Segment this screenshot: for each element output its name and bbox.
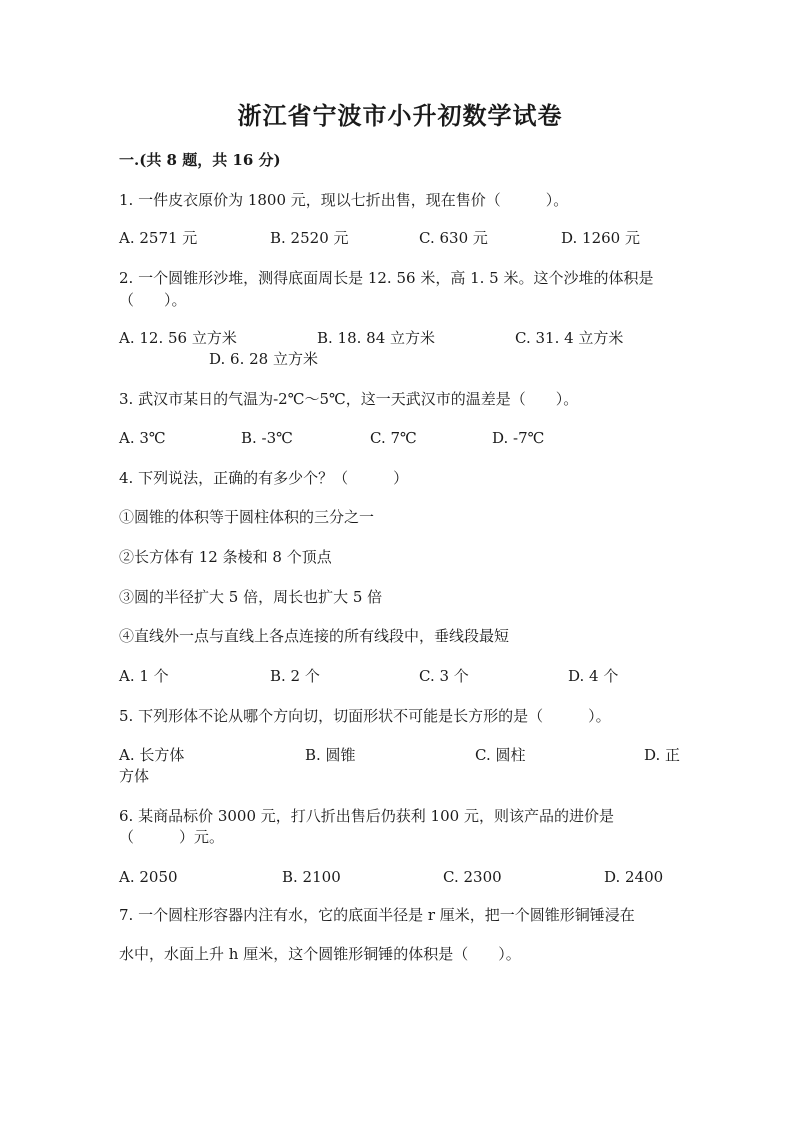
question-3-options — [119, 428, 689, 448]
statement-3: ③圆的半径扩大 5 倍，周长也扩大 5 倍 — [119, 588, 383, 606]
option-a: A. 3℃ — [119, 429, 166, 447]
option-d: D. 正 — [644, 746, 681, 764]
question-2-stem: 2. 一个圆锥形沙堆，测得底面周长是 12. 56 米，高 1. 5 米。这个沙堆的体积是 — [119, 269, 654, 287]
question-2-stem-cont: （ ）。 — [119, 291, 187, 309]
question-5-stem: 5. 下列形体不论从哪个方向切，切面形状不可能是长方形的是（ ）。 — [119, 707, 611, 725]
statement-4: ④直线外一点与直线上各点连接的所有线段中，垂线段最短 — [119, 627, 510, 645]
option-c: C. 圆柱 — [475, 746, 526, 764]
question-2-options — [119, 328, 689, 348]
question-6-options — [119, 867, 689, 887]
statement-1: ①圆锥的体积等于圆柱体积的三分之一 — [119, 508, 375, 526]
option-b: B. 2 个 — [270, 667, 320, 685]
option-b: B. -3℃ — [241, 429, 293, 447]
question-4-stem: 4. 下列说法，正确的有多少个？（ ） — [119, 469, 409, 487]
question-4-options — [119, 666, 689, 686]
option-b: B. 2100 — [282, 868, 341, 886]
statement-2: ②长方体有 12 条棱和 8 个顶点 — [119, 548, 332, 566]
question-3-stem: 3. 武汉市某日的气温为-2℃～5℃，这一天武汉市的温差是（ ）。 — [119, 390, 579, 408]
option-d: D. -7℃ — [492, 429, 545, 447]
option-d: D. 4 个 — [568, 667, 619, 685]
option-a: A. 2571 元 — [119, 229, 198, 247]
option-c: C. 31. 4 立方米 — [515, 329, 624, 347]
option-d: D. 1260 元 — [561, 229, 640, 247]
question-7-stem-cont: 水中，水面上升 h 厘米，这个圆锥形铜锤的体积是（ ）。 — [119, 945, 521, 963]
question-6-stem-cont: （ ）元。 — [119, 828, 225, 846]
option-b: B. 2520 元 — [270, 229, 349, 247]
option-a: A. 1 个 — [119, 667, 169, 685]
option-d: D. 2400 — [604, 868, 664, 886]
option-c: C. 3 个 — [419, 667, 469, 685]
question-1-stem: 1. 一件皮衣原价为 1800 元，现以七折出售，现在售价（ ）。 — [119, 191, 569, 209]
option-a: A. 2050 — [119, 868, 178, 886]
option-c: C. 630 元 — [419, 229, 488, 247]
question-2-option-d: D. 6. 28 立方米 — [209, 350, 318, 368]
section-heading: 一.(共 8 题，共 16 分) — [119, 151, 281, 169]
option-a: A. 长方体 — [119, 746, 185, 764]
question-5-options — [119, 745, 689, 765]
page-title: 浙江省宁波市小升初数学试卷 — [237, 101, 563, 130]
question-6-stem: 6. 某商品标价 3000 元，打八折出售后仍获利 100 元，则该产品的进价是 — [119, 807, 614, 825]
option-c: C. 7℃ — [370, 429, 417, 447]
question-1-options — [119, 228, 689, 248]
option-b: B. 圆锥 — [305, 746, 356, 764]
option-b: B. 18. 84 立方米 — [317, 329, 436, 347]
option-c: C. 2300 — [443, 868, 502, 886]
question-5-option-d-wrap: 方体 — [119, 767, 150, 785]
question-7-stem: 7. 一个圆柱形容器内注有水，它的底面半径是 r 厘米，把一个圆锥形铜锤浸在 — [119, 906, 635, 924]
option-a: A. 12. 56 立方米 — [119, 329, 237, 347]
